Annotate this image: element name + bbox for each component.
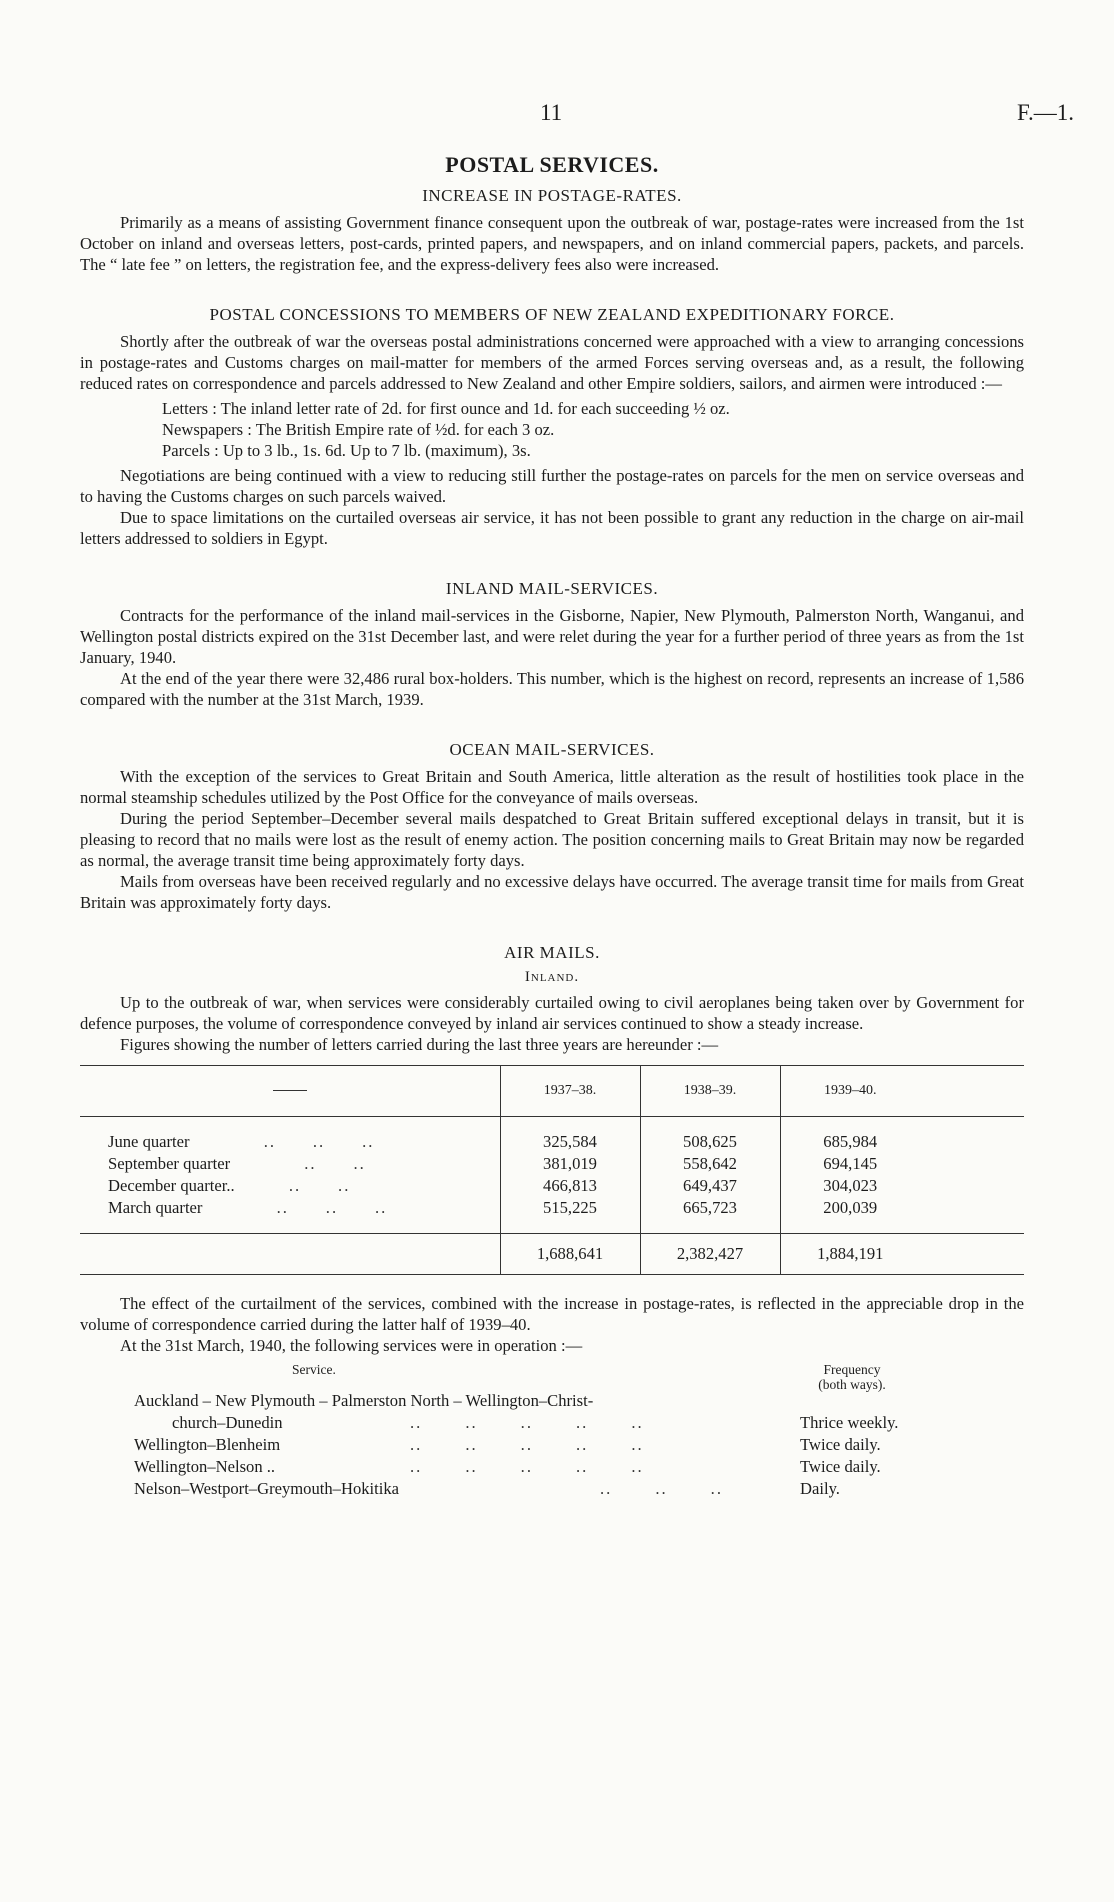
service-name-continued: church–Dunedin — [172, 1413, 283, 1432]
table-cell: 304,023 — [780, 1175, 920, 1197]
total-cell: 1,884,191 — [780, 1234, 920, 1275]
letters-table — [80, 1065, 1024, 1275]
services-header — [80, 1360, 1024, 1390]
service-row — [80, 1390, 1024, 1412]
table-row: December quarter.. .. .. 466,813 649,437 304,023 — [80, 1175, 1024, 1197]
document-reference: F.—1. — [1017, 100, 1074, 125]
row-label: June quarter — [108, 1132, 190, 1151]
column-header: 1938–39. — [640, 1066, 780, 1117]
rate-parcels: Parcels : Up to 3 lb., 1s. 6d. Up to 7 lb. (maximum), 3s. — [162, 441, 531, 460]
paragraph: Shortly after the outbreak of war the overseas postal administrations concerned were approached with a view to arranging concessions in postage-rates and Customs charges on mail-matter for members of the armed Forces serving overseas and, as a result, the following reduced rates on correspondence and parcels addressed to New Zealand and other Empire soldiers, sailors, and airmen were introduced :— — [80, 332, 1024, 393]
heading-concessions: POSTAL CONCESSIONS TO MEMBERS OF NEW ZEALAND EXPEDITIONARY FORCE. — [209, 305, 895, 324]
service-name: Auckland – New Plymouth – Palmerston North – Wellington–Christ- — [134, 1391, 594, 1410]
paragraph: Mails from overseas have been received regularly and no excessive delays have occurred. The average transit time for mails from Great Britain was approximately forty days. — [80, 872, 1024, 912]
table-header-row — [80, 1066, 1024, 1117]
dash-mark — [273, 1090, 307, 1091]
paragraph: Negotiations are being continued with a view to reducing still further the postage-rates on parcels for the men on service overseas and to having the Customs charges on such parcels waived. — [80, 466, 1024, 506]
service-name: Wellington–Blenheim — [134, 1435, 281, 1454]
paragraph: During the period September–December several mails despatched to Great Britain suffered exceptional delays in transit, but it is pleasing to record that no mails were lost as the result of enemy action. The position concerning mails to Great Britain may now be regarded as normal, the average transit time being approximately forty days. — [80, 809, 1024, 870]
table-stub-header — [80, 1066, 500, 1117]
table-cell: 558,642 — [640, 1153, 780, 1175]
service-row: Wellington–Blenheim .. .. .. .. .. Twice daily. — [134, 1435, 881, 1454]
paragraph: Due to space limitations on the curtailed overseas air service, it has not been possible to grant any reduction in the charge on air-mail letters addressed to soldiers in Egypt. — [80, 508, 1024, 548]
heading-ocean-mail: OCEAN MAIL-SERVICES. — [449, 740, 655, 759]
heading-inland-mail: INLAND MAIL-SERVICES. — [445, 579, 659, 598]
service-row: Nelson–Westport–Greymouth–Hokitika .. .. .. Daily. — [134, 1479, 840, 1498]
table-cell: 694,145 — [780, 1153, 920, 1175]
service-column-header: Service. — [292, 1362, 336, 1377]
service-name: Nelson–Westport–Greymouth–Hokitika — [134, 1479, 400, 1498]
service-frequency: Twice daily. — [800, 1435, 881, 1454]
table-row: September quarter .. .. 381,019 558,642 694,145 — [80, 1153, 1024, 1175]
total-cell: 1,688,641 — [500, 1234, 640, 1275]
total-cell: 2,382,427 — [640, 1234, 780, 1275]
table-cell: 466,813 — [500, 1175, 640, 1197]
rate-newspapers: Newspapers : The British Empire rate of ½d. for each 3 oz. — [162, 420, 555, 439]
table-row: March quarter .. .. .. 515,225 665,723 200,039 — [80, 1197, 1024, 1219]
services-list — [80, 1360, 1024, 1500]
frequency-column-header: Frequency (both ways). — [818, 1362, 886, 1392]
paragraph: With the exception of the services to Great Britain and South America, little alteration as the result of hostilities took place in the normal steamship schedules utilized by the Post Office for the conveyance of mails overseas. — [80, 767, 1024, 807]
table-cell: 508,625 — [640, 1131, 780, 1153]
table-cell: 325,584 — [500, 1131, 640, 1153]
table-cell: 381,019 — [500, 1153, 640, 1175]
table-total-row — [80, 1234, 1024, 1275]
paragraph: Figures showing the number of letters carried during the last three years are hereunder :— — [120, 1035, 719, 1054]
page-number: 11 — [540, 100, 563, 125]
heading-postage-rates: INCREASE IN POSTAGE-RATES. — [422, 186, 682, 205]
row-label: September quarter — [108, 1154, 231, 1173]
column-header: 1937–38. — [500, 1066, 640, 1117]
page-title: POSTAL SERVICES. — [445, 152, 659, 177]
rate-letters: Letters : The inland letter rate of 2d. for first ounce and 1d. for each succeeding ½ oz. — [162, 399, 730, 418]
service-name: Wellington–Nelson .. — [134, 1457, 276, 1476]
table-row: June quarter .. .. .. 325,584 508,625 685,984 — [80, 1131, 1024, 1153]
paragraph: Contracts for the performance of the inland mail-services in the Gisborne, Napier, New Plymouth, Palmerston North, Wanganui, and Wellington postal districts expired on the 31st December last, and were relet during the year for a further period of three years as from the 1st January, 1940. — [80, 606, 1024, 667]
page-header — [80, 100, 1074, 144]
table-cell: 685,984 — [780, 1131, 920, 1153]
row-label: December quarter.. — [108, 1176, 235, 1195]
paragraph: Primarily as a means of assisting Government finance consequent upon the outbreak of war, postage-rates were increased from the 1st October on inland and overseas letters, post-cards, printed papers, and newspapers, and on inland commercial papers, packets, and parcels. The “ late fee ” on letters, the registration fee, and the express-delivery fees also were increased. — [80, 213, 1024, 274]
service-frequency: Daily. — [800, 1479, 840, 1498]
table-cell: 665,723 — [640, 1197, 780, 1219]
row-label: March quarter — [108, 1198, 203, 1217]
paragraph: Up to the outbreak of war, when services were considerably curtailed owing to civil aeroplanes being taken over by Government for defence purposes, the volume of correspondence conveyed by inland air services continued to show a steady increase. — [80, 993, 1024, 1033]
table-cell: 200,039 — [780, 1197, 920, 1219]
column-header: 1939–40. — [780, 1066, 920, 1117]
rates-list — [162, 398, 1024, 461]
service-frequency: Twice daily. — [800, 1457, 881, 1476]
service-row: Wellington–Nelson .. .. .. .. .. .. Twice daily. — [134, 1457, 881, 1476]
document-page — [80, 100, 1074, 1500]
paragraph: At the 31st March, 1940, the following services were in operation :— — [120, 1336, 583, 1355]
table-cell: 515,225 — [500, 1197, 640, 1219]
paragraph: At the end of the year there were 32,486 rural box-holders. This number, which is the highest on record, represents an increase of 1,586 compared with the number at the 31st March, 1939. — [80, 669, 1024, 709]
service-frequency: Thrice weekly. — [800, 1413, 899, 1432]
heading-air-mails: AIR MAILS. — [504, 943, 600, 962]
service-row: church–Dunedin .. .. .. .. .. Thrice weekly. — [172, 1413, 899, 1432]
subheading-inland: Inland. — [524, 969, 580, 985]
table-cell: 649,437 — [640, 1175, 780, 1197]
paragraph: The effect of the curtailment of the services, combined with the increase in postage-rates, is reflected in the appreciable drop in the volume of correspondence carried during the latter half of 1939–40. — [80, 1294, 1024, 1334]
